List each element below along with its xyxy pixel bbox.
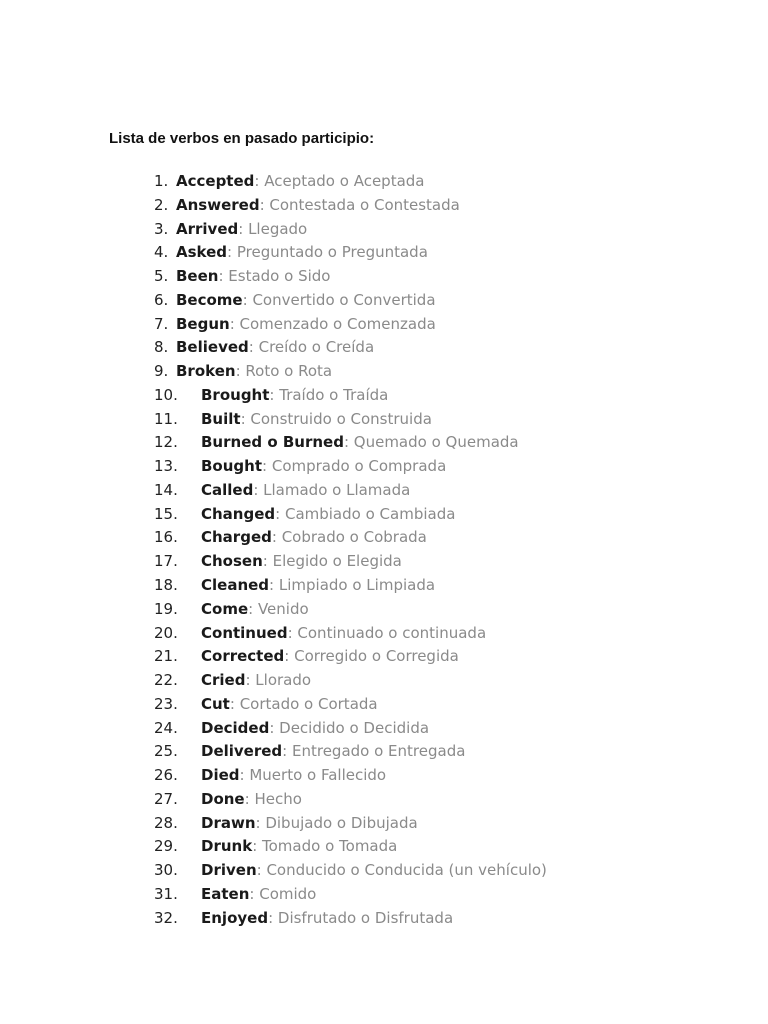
list-item	[0, 550, 768, 574]
list-item	[0, 788, 768, 812]
list-item-number: 17.	[154, 552, 178, 571]
verb-english: Bought	[201, 457, 263, 476]
verb-separator: :	[242, 290, 253, 309]
list-item-number: 12.	[154, 433, 178, 452]
verb-spanish: Cortado o Cortada	[239, 694, 378, 713]
list-item-text	[201, 812, 418, 836]
list-item-text	[201, 622, 486, 646]
verb-spanish: Llegado	[248, 219, 308, 238]
list-item-number: 29.	[154, 837, 178, 856]
verb-separator: :	[262, 552, 273, 571]
verb-separator: :	[227, 243, 237, 262]
list-item-text	[201, 550, 402, 574]
list-item-text	[201, 669, 311, 693]
verb-separator: :	[218, 267, 229, 286]
list-item-number: 32.	[154, 908, 178, 927]
list-item-number: 20.	[154, 623, 178, 642]
list-item	[0, 194, 768, 218]
verb-spanish: Llorado	[255, 671, 312, 690]
list-item-text	[201, 503, 455, 527]
verb-spanish: Tomado o Tomada	[262, 837, 398, 856]
verb-separator: :	[229, 314, 240, 333]
verb-english: Answered	[176, 195, 260, 214]
list-item	[0, 693, 768, 717]
verb-english: Cut	[201, 694, 230, 713]
list-item-text	[201, 740, 465, 764]
list-item-number: 3.	[154, 219, 169, 238]
list-item-text	[201, 907, 453, 931]
verb-english: Cleaned	[201, 576, 270, 595]
list-item-text	[201, 526, 427, 550]
list-item-text	[201, 693, 378, 717]
verb-spanish: Construido o Construida	[250, 409, 432, 428]
list-item	[0, 717, 768, 741]
verb-english: Eaten	[201, 884, 250, 903]
list-item-number: 19.	[154, 599, 178, 618]
verb-spanish: Conducido o Conducida (un vehículo)	[266, 861, 547, 880]
list-item-text	[176, 218, 307, 242]
list-item-text	[176, 170, 424, 194]
verb-separator: :	[262, 457, 272, 476]
list-item-number: 28.	[154, 813, 178, 832]
list-item-number: 10.	[154, 385, 178, 404]
list-item-number: 7.	[154, 314, 169, 333]
verb-spanish: Traído o Traída	[279, 385, 389, 404]
verb-separator: :	[254, 172, 265, 190]
list-item	[0, 265, 768, 289]
verb-english: Driven	[201, 861, 257, 880]
verb-spanish: Dibujado o Dibujada	[265, 813, 418, 832]
verb-spanish: Estado o Sido	[228, 267, 331, 286]
list-item-number: 21.	[154, 647, 178, 666]
list-item-number: 27.	[154, 789, 178, 808]
list-item-text	[201, 574, 435, 598]
verb-separator: :	[245, 671, 256, 690]
list-item-number: 4.	[154, 243, 169, 262]
verb-english: Burned o Burned	[201, 433, 344, 452]
list-item	[0, 574, 768, 598]
verb-english: Accepted	[176, 172, 255, 190]
list-item-number: 31.	[154, 884, 178, 903]
list-item	[0, 455, 768, 479]
verb-english: Come	[201, 599, 249, 618]
verb-separator: :	[284, 647, 295, 666]
list-item-number: 23.	[154, 694, 178, 713]
list-item	[0, 360, 768, 384]
verb-spanish: Roto o Rota	[245, 362, 333, 381]
verb-separator: :	[253, 480, 264, 499]
verb-english: Become	[176, 290, 243, 309]
verb-spanish: Entregado o Entregada	[292, 742, 466, 761]
verb-english: Built	[201, 409, 241, 428]
verb-spanish: Limpiado o Limpiada	[278, 576, 436, 595]
list-item-text	[201, 764, 386, 788]
verb-english: Delivered	[201, 742, 283, 761]
verb-english: Drawn	[201, 813, 256, 832]
verb-english: Broken	[176, 362, 236, 381]
list-item-number: 11.	[154, 409, 178, 428]
list-item-text	[201, 408, 432, 432]
verb-spanish: Comprado o Comprada	[271, 457, 447, 476]
list-item-text	[201, 859, 547, 883]
list-item-text	[201, 479, 410, 503]
list-item-number: 15.	[154, 504, 178, 523]
list-item-number: 26.	[154, 766, 178, 785]
verb-separator: :	[235, 362, 246, 381]
list-item	[0, 313, 768, 337]
verb-spanish: Hecho	[254, 789, 302, 808]
verb-spanish: Comenzado o Comenzada	[239, 314, 436, 333]
verb-spanish: Decidido o Decidida	[279, 718, 430, 737]
verb-separator: :	[269, 576, 279, 595]
list-item-text	[176, 265, 330, 289]
verb-separator: :	[275, 504, 285, 523]
verb-separator: :	[269, 718, 280, 737]
list-item-number: 24.	[154, 718, 178, 737]
list-item	[0, 289, 768, 313]
verb-spanish: Cobrado o Cobrada	[281, 528, 427, 547]
verb-separator: :	[238, 219, 249, 238]
verb-english: Done	[201, 789, 245, 808]
verb-english: Decided	[201, 718, 270, 737]
list-item	[0, 883, 768, 907]
list-item-number: 25.	[154, 742, 178, 761]
verb-separator: :	[248, 338, 259, 357]
verb-separator: :	[255, 813, 266, 832]
list-item-text	[176, 360, 332, 384]
list-item	[0, 598, 768, 622]
verb-english: Arrived	[176, 219, 239, 238]
list-item	[0, 764, 768, 788]
list-item-number: 13.	[154, 457, 178, 476]
document-heading: Lista de verbos en pasado participio:	[109, 130, 375, 147]
verb-spanish: Aceptado o Aceptada	[264, 172, 425, 190]
list-item-number: 9.	[154, 362, 169, 381]
verb-english: Been	[176, 267, 219, 286]
verb-spanish: Corregido o Corregida	[294, 647, 459, 666]
verb-spanish: Cambiado o Cambiada	[284, 504, 456, 523]
list-item	[0, 384, 768, 408]
verb-english: Corrected	[201, 647, 285, 666]
list-item-text	[201, 835, 397, 859]
verb-separator: :	[343, 433, 354, 452]
list-item	[0, 740, 768, 764]
verb-separator: :	[229, 694, 240, 713]
list-item-number: 5.	[154, 267, 169, 286]
verb-separator: :	[240, 409, 251, 428]
list-item-number: 30.	[154, 861, 178, 880]
list-item-number: 6.	[154, 290, 169, 309]
verb-separator: :	[271, 528, 282, 547]
list-item-text	[201, 788, 302, 812]
verb-separator: :	[248, 599, 258, 618]
list-item	[0, 431, 768, 455]
list-item	[0, 241, 768, 265]
verb-spanish: Creído o Creída	[258, 338, 375, 357]
verb-spanish: Muerto o Fallecido	[249, 766, 387, 785]
verb-spanish: Disfrutado o Disfrutada	[277, 908, 454, 927]
list-item	[0, 645, 768, 669]
verb-spanish: Comido	[259, 884, 317, 903]
verb-english: Asked	[176, 243, 228, 262]
verb-separator: :	[287, 623, 298, 642]
verb-separator: :	[239, 766, 250, 785]
list-item-text	[201, 883, 316, 907]
list-item	[0, 408, 768, 432]
verb-spanish: Preguntado o Preguntada	[236, 243, 428, 262]
verb-separator: :	[256, 861, 267, 880]
list-item	[0, 812, 768, 836]
list-item	[0, 336, 768, 360]
list-item-text	[201, 598, 309, 622]
verb-english: Cried	[201, 671, 246, 690]
verb-separator: :	[252, 837, 263, 856]
verb-english: Enjoyed	[201, 908, 269, 927]
list-item-text	[176, 336, 374, 360]
list-item	[0, 218, 768, 242]
list-item-number: 22.	[154, 671, 178, 690]
list-item	[0, 859, 768, 883]
verb-english: Begun	[176, 314, 230, 333]
verb-separator: :	[268, 908, 278, 927]
list-item	[0, 170, 768, 194]
list-item	[0, 503, 768, 527]
verb-english: Called	[201, 480, 254, 499]
list-item	[0, 622, 768, 646]
list-item-text	[201, 455, 446, 479]
list-item-number: 2.	[154, 195, 169, 214]
list-item-text	[176, 289, 436, 313]
list-item	[0, 835, 768, 859]
list-item-text	[176, 194, 460, 218]
verb-separator: :	[269, 385, 280, 404]
verb-list	[0, 170, 768, 931]
verb-english: Changed	[201, 504, 276, 523]
list-item-number: 14.	[154, 480, 178, 499]
list-item-number: 18.	[154, 576, 178, 595]
verb-english: Believed	[176, 338, 249, 357]
list-item-text	[201, 717, 429, 741]
list-item-number: 1.	[154, 172, 169, 190]
verb-spanish: Convertido o Convertida	[252, 290, 436, 309]
verb-separator: :	[282, 742, 292, 761]
list-item-text	[201, 384, 388, 408]
list-item-text	[201, 645, 459, 669]
list-item-text	[176, 241, 428, 265]
verb-english: Drunk	[201, 837, 253, 856]
list-item	[0, 479, 768, 503]
verb-spanish: Llamado o Llamada	[263, 480, 411, 499]
verb-separator: :	[244, 789, 255, 808]
verb-spanish: Elegido o Elegida	[272, 552, 402, 571]
list-item	[0, 669, 768, 693]
verb-english: Brought	[201, 385, 270, 404]
verb-spanish: Contestada o Contestada	[269, 195, 460, 214]
list-item-number: 16.	[154, 528, 178, 547]
verb-english: Charged	[201, 528, 272, 547]
verb-english: Chosen	[201, 552, 263, 571]
list-item-number: 8.	[154, 338, 169, 357]
list-item-text	[176, 313, 436, 337]
verb-english: Continued	[201, 623, 288, 642]
list-item-text	[201, 431, 519, 455]
verb-spanish: Continuado o continuada	[297, 623, 487, 642]
verb-separator: :	[259, 195, 270, 214]
verb-separator: :	[249, 884, 260, 903]
verb-spanish: Venido	[257, 599, 309, 618]
list-item	[0, 526, 768, 550]
verb-spanish: Quemado o Quemada	[353, 433, 519, 452]
verb-english: Died	[201, 766, 240, 785]
list-item	[0, 907, 768, 931]
